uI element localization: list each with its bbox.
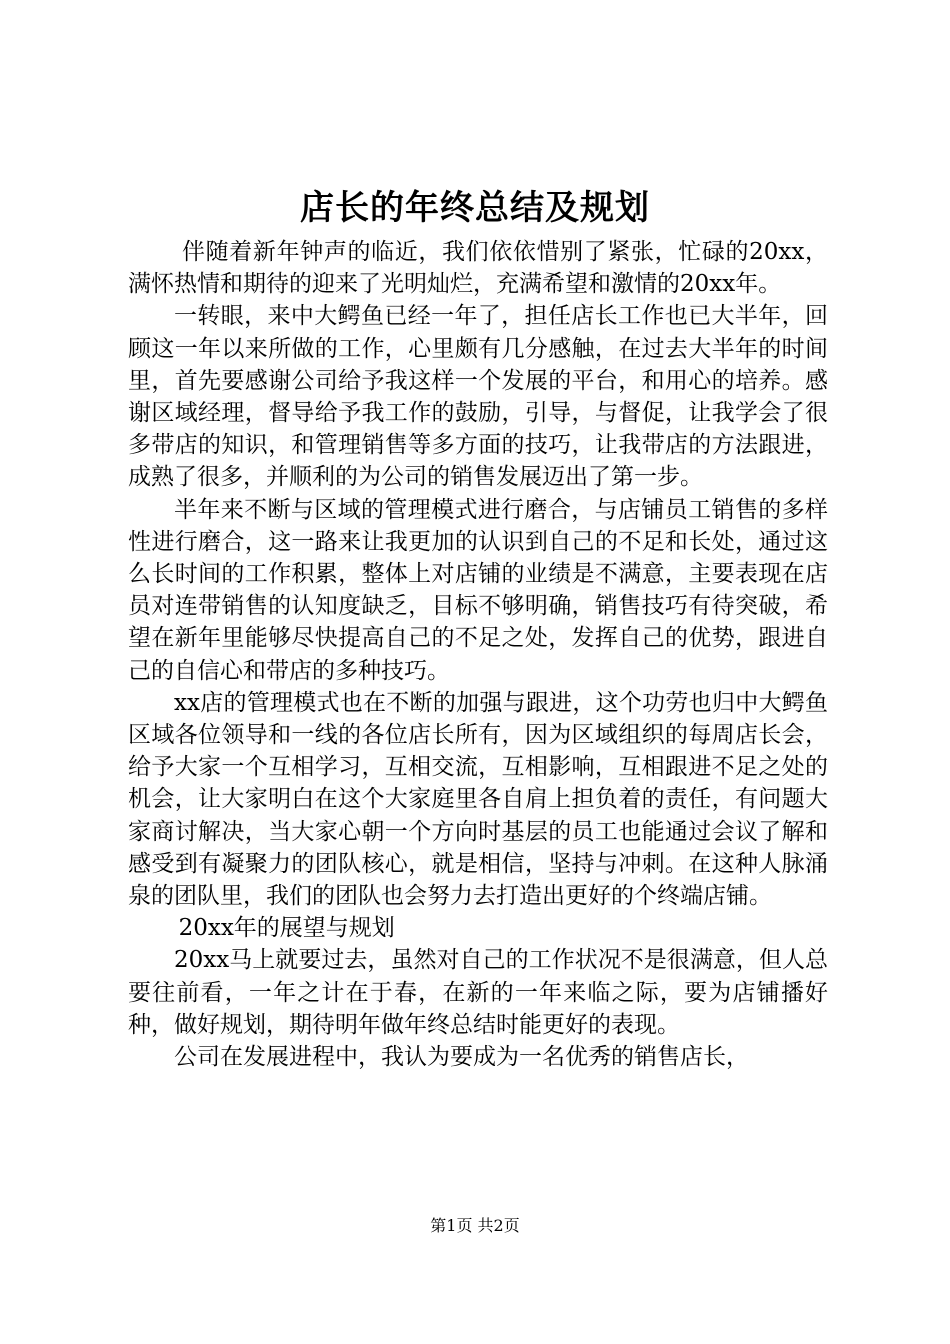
section-heading: 20xx年的展望与规划 (178, 915, 395, 942)
paragraph-outlook: 20xx马上就要过去，虽然对自己的工作状况不是很满意，但人总要往前看，一年之计在于春，在新的一年来临之际，要为店铺播好种，做好规划，期待明年做年终总结时能更好的表现。 (128, 947, 828, 1038)
page-footer: 第1页 共2页 (430, 1216, 520, 1235)
paragraph-review: 一转眼，来中大鳄鱼已经一年了，担任店长工作也已大半年，回顾这一年以来所做的工作，心里颇有几分感触，在过去大半年的时间里，首先要感谢公司给予我这样一个发展的平台，和用心的培养。感谢区域经理，督导给予我工作的鼓励，引导，与督促，让我学会了很多带店的知识，和管理销售等多方面的技巧，让我带店的方法跟进，成熟了很多，并顺利的为公司的销售发展迈出了第一步。 (128, 303, 828, 491)
paragraph-intro: 伴随着新年钟声的临近，我们依依惜别了紧张，忙碌的20xx，满怀热情和期待的迎来了光明灿烂，充满希望和激情的20xx年。 (128, 239, 828, 298)
document-title: 店长的年终总结及规划 (300, 188, 650, 228)
paragraph-company: 公司在发展进程中，我认为要成为一名优秀的销售店长， (174, 1044, 749, 1071)
paragraph-management: xx店的管理模式也在不断的加强与跟进，这个功劳也归中大鳄鱼区域各位领导和一线的各位店长所有，因为区域组织的每周店长会，给予大家一个互相学习，互相交流，互相影响，互相跟进不足之处的机会，让大家明白在这个大家庭里各自肩上担负着的责任，有问题大家商讨解决，当大家心朝一个方向时基层的员工也能通过会议了解和感受到有凝聚力的团队核心，就是相信，坚持与冲刺。在这种人脉涌泉的团队里，我们的团队也会努力去打造出更好的个终端店铺。 (128, 689, 828, 910)
document-body (128, 236, 828, 1073)
paragraph-self-assessment: 半年来不断与区域的管理模式进行磨合，与店铺员工销售的多样性进行磨合，这一路来让我更加的认识到自己的不足和长处，通过这么长时间的工作积累，整体上对店铺的业绩是不满意，主要表现在店员对连带销售的认知度缺乏，目标不够明确，销售技巧有待突破，希望在新年里能够尽快提高自己的不足之处，发挥自己的优势，跟进自己的自信心和带店的多种技巧。 (128, 496, 828, 684)
